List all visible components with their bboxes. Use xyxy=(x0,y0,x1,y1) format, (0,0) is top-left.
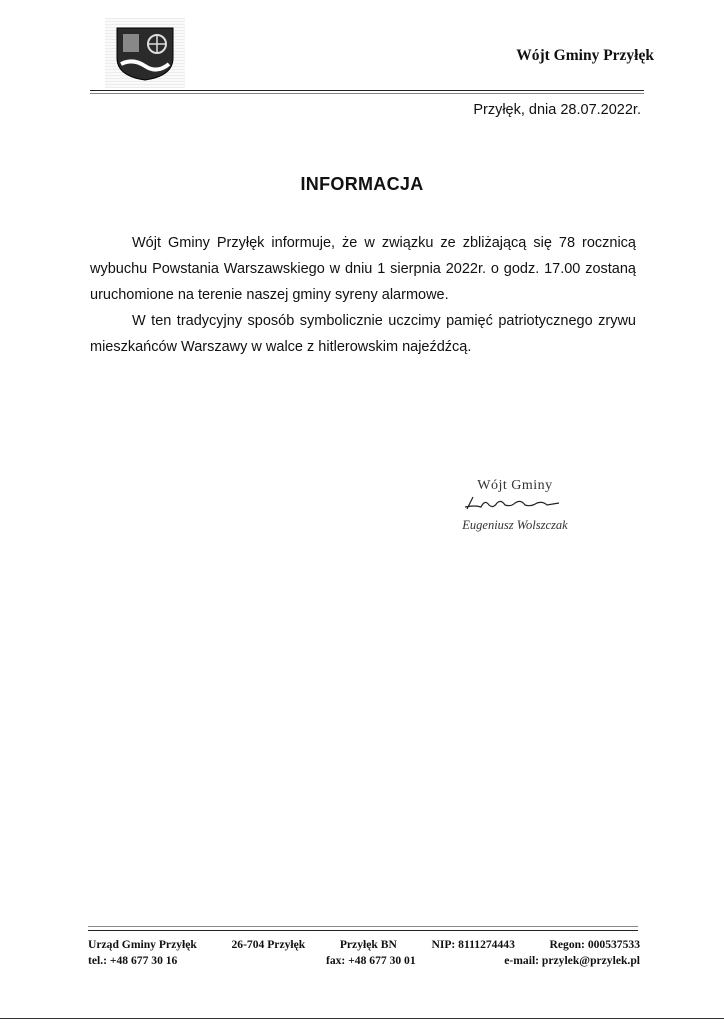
footer-office-name: Urząd Gminy Przyłęk xyxy=(88,938,197,951)
footer-divider xyxy=(88,930,638,931)
sender-heading: Wójt Gminy Przyłęk xyxy=(516,47,654,64)
body-paragraph: Wójt Gminy Przyłęk informuje, że w związku ze zbliżającą się 78 rocznicą wybuchu Powstania Warszawskiego w dniu 1 sierpnia 2022r. o godz. 17.00 zostaną uruchomione na terenie naszej gminy syreny alarmowe. xyxy=(90,235,636,303)
body-paragraph: W ten tradycyjny sposób symbolicznie uczcimy pamięć patriotycznego zrywu mieszkańców Warszawy w walce z hitlerowskim najeźdźcą. xyxy=(90,313,636,355)
footer-phone: tel.: +48 677 30 16 xyxy=(88,954,178,967)
footer-bank: Przyłęk BN xyxy=(339,938,397,951)
handwritten-signature-icon xyxy=(455,495,575,511)
footer xyxy=(88,937,640,969)
header-divider-thin xyxy=(90,93,644,94)
document-body xyxy=(90,230,636,360)
coat-of-arms xyxy=(105,18,185,88)
coat-of-arms-icon xyxy=(113,24,177,82)
signature-name: Eugeniusz Wolszczak xyxy=(462,518,568,532)
header-divider xyxy=(90,90,644,91)
footer-row-address xyxy=(88,937,640,953)
footer-fax: fax: +48 677 30 01 xyxy=(325,954,416,967)
footer-divider-thin xyxy=(88,926,638,927)
footer-postal-code: 26-704 Przyłęk xyxy=(231,938,306,951)
page-bottom-rule xyxy=(0,1018,724,1019)
footer-row-contact xyxy=(88,953,640,969)
footer-email: e-mail: przylek@przylek.pl xyxy=(504,954,640,967)
footer-regon: Regon: 000537533 xyxy=(549,938,640,951)
signature-office: Wójt Gminy xyxy=(477,478,553,493)
place-and-date: Przyłęk, dnia 28.07.2022r. xyxy=(473,102,641,118)
document-title: INFORMACJA xyxy=(300,174,424,194)
signature-block xyxy=(440,478,590,533)
footer-nip: NIP: 8111274443 xyxy=(431,938,515,951)
